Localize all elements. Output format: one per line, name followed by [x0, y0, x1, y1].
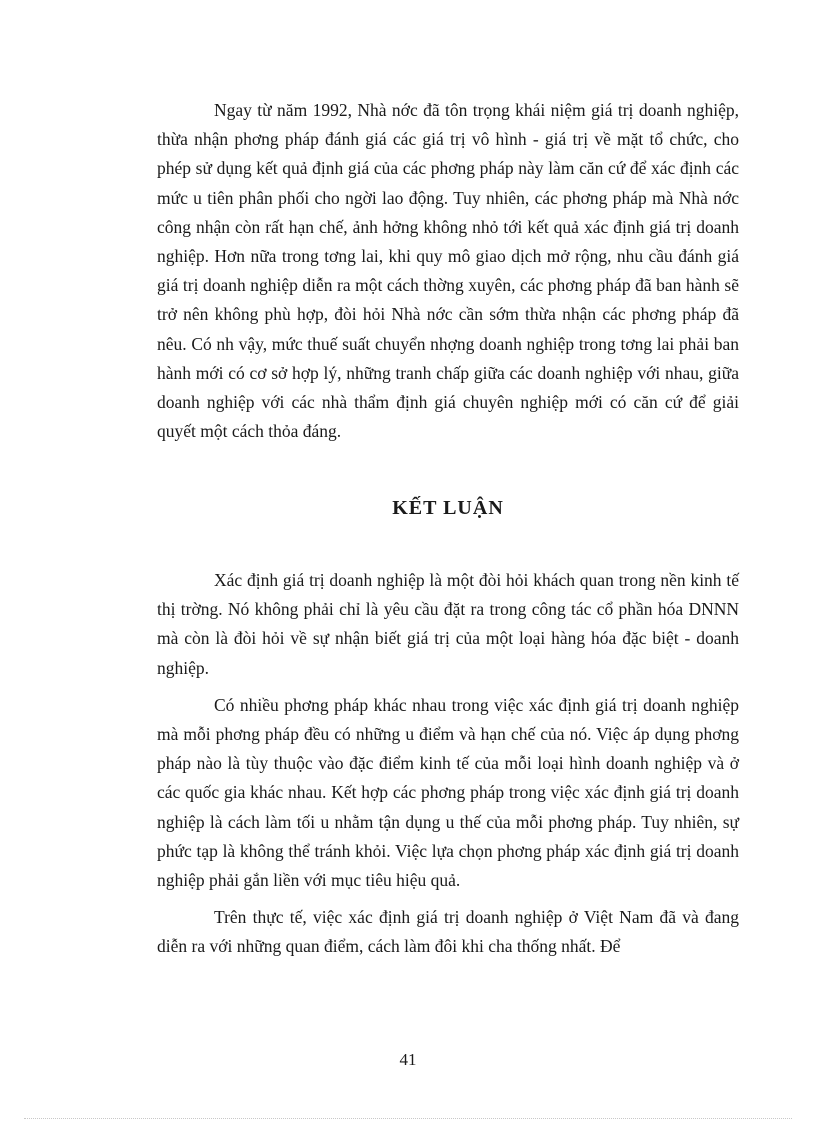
section-heading: KẾT LUẬN — [392, 497, 504, 519]
page-number: 41 — [399, 1050, 417, 1069]
intro-paragraph: Ngay từ năm 1992, Nhà nớc đã tôn trọng khái niệm giá trị doanh nghiệp, thừa nhận phơng pháp đánh giá các giá trị vô hình - giá trị về mặt tổ chức, cho phép sử dụng kết quả định giá của các phơng pháp này làm căn cứ để xác định các mức u tiên phân phối cho ngời lao động. Tuy nhiên, các phơng pháp mà Nhà nớc công nhận còn rất hạn chế, ảnh hởng không nhỏ tới kết quả xác định giá trị doanh nghiệp. Hơn nữa trong tơng lai, khi quy mô giao dịch mở rộng, nhu cầu đánh giá giá trị doanh nghiệp diễn ra một cách thờng xuyên, các phơng pháp đã ban hành sẽ trở nên không phù hợp, đòi hỏi Nhà nớc cần sớm thừa nhận các phơng pháp đã nêu. Có nh vậy, mức thuế suất chuyển nhợng doanh nghiệp trong tơng lai phải ban hành mới có cơ sở hợp lý, những tranh chấp giữa các doanh nghiệp với nhau, giữa doanh nghiệp với các nhà thẩm định giá chuyên nghiệp mới có căn cứ để giải quyết một cách thỏa đáng. — [157, 100, 739, 442]
conclusion-paragraph-2: Có nhiều phơng pháp khác nhau trong việc xác định giá trị doanh nghiệp mà mỗi phơng pháp đều có những u điểm và hạn chế của nó. Việc áp dụng phơng pháp nào là tùy thuộc vào đặc điểm kinh tế của mỗi loại hình doanh nghiệp và ở các quốc gia khác nhau. Kết hợp các phơng pháp trong việc xác định giá trị doanh nghiệp là cách làm tối u nhằm tận dụng u thế của mỗi phơng pháp. Tuy nhiên, sự phức tạp là không thể tránh khỏi. Việc lựa chọn phơng pháp xác định giá trị doanh nghiệp phải gắn liền với mục tiêu hiệu quả. — [157, 694, 739, 891]
page-bottom-divider — [24, 1118, 792, 1119]
intro-section — [157, 96, 739, 446]
conclusion-paragraph-1: Xác định giá trị doanh nghiệp là một đòi hỏi khách quan trong nền kinh tế thị trờng. Nó không phải chỉ là yêu cầu đặt ra trong công tác cổ phần hóa DNNN mà còn là đòi hỏi về sự nhận biết giá trị của một loại hàng hóa đặc biệt - doanh nghiệp. — [157, 570, 739, 678]
conclusion-section — [157, 566, 739, 962]
conclusion-paragraph-3: Trên thực tế, việc xác định giá trị doanh nghiệp ở Việt Nam đã và đang diễn ra với những quan điểm, cách làm đôi khi cha thống nhất. Để — [157, 907, 739, 957]
